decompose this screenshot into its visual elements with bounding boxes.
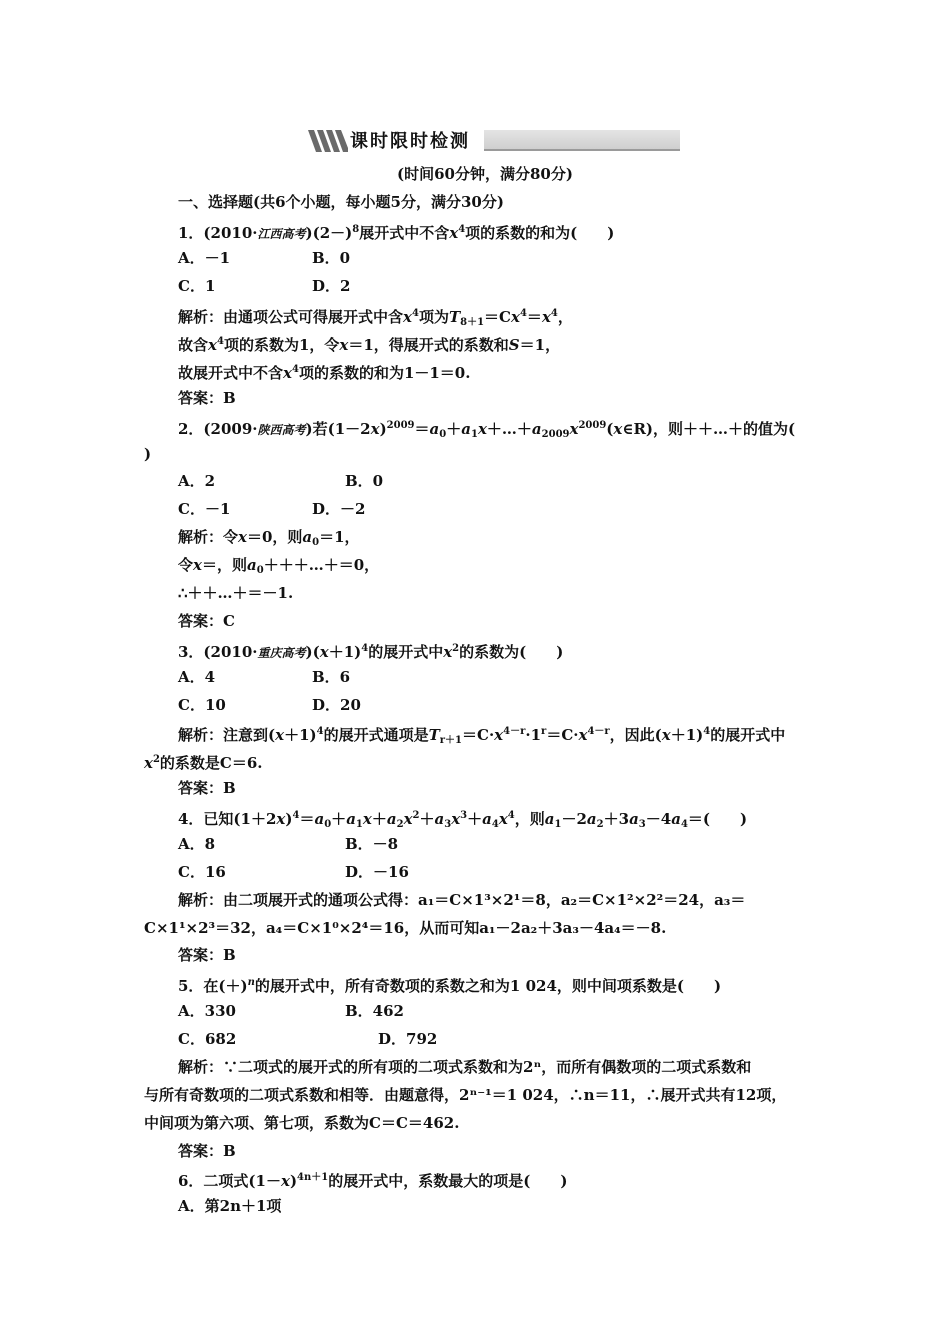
section-banner (308, 126, 680, 152)
q3-option-b: B．6 (312, 668, 351, 686)
q5-option-a: A．330 (178, 1002, 236, 1020)
q4-option-b: B．－8 (345, 835, 399, 853)
stripes-icon (308, 126, 348, 152)
question-6: 6．二项式$(1-x)^{4n+1}$的展开式中，系数最大的项是( ) (178, 1172, 568, 1190)
q2-option-d: D．－2 (312, 500, 366, 518)
q3-option-d: D．20 (312, 696, 361, 714)
time-note: (时间60分钟，满分80分) (397, 165, 573, 183)
q1-option-c: C．1 (178, 277, 216, 295)
q4-option-d: D．－16 (345, 863, 409, 881)
q2-solution-line-1: 解析：令x＝0，则$a_0=1$， (178, 528, 360, 548)
q3-solution-line-1: 解析：注意到$(x+1)^4$的展开式通项是$T_{r+1}=C\cdot x^{4-r}\cdot 1^r=C\cdot x^{4-r}$，因此$(x+1)^4$的展开式中 (178, 726, 786, 746)
section-title: 一、选择题(共6个小题，每小题5分，满分30分) (178, 193, 504, 211)
q4-option-a: A．8 (178, 835, 216, 853)
q2-option-a: A．2 (178, 472, 216, 490)
q3-option-c: C．10 (178, 696, 226, 714)
q5-answer: 答案：B (178, 1142, 236, 1160)
q6-option-a: A．第2n＋1项 (178, 1197, 282, 1215)
q4-option-c: C．16 (178, 863, 226, 881)
q2-answer: 答案：C (178, 612, 235, 630)
question-5: 5．在$(+)^n$的展开式中，所有奇数项的系数之和为1 024，则中间项系数是( ) (178, 977, 722, 995)
q5-solution-line-2: 与所有奇数项的二项式系数和相等．由题意得，2ⁿ⁻¹＝1 024，∴n＝11，∴展开式共有12项， (144, 1086, 787, 1104)
q1-solution-line-3: 故展开式中不含$x^4$项的系数的和为1－1＝0. (178, 364, 471, 382)
q2-solution-line-3: ∴＋＋…＋＝－1. (178, 584, 294, 602)
q5-option-d: D．792 (378, 1030, 438, 1048)
banner-title: 课时限时检测 (350, 131, 470, 152)
q5-option-b: B．462 (345, 1002, 404, 1020)
q1-option-d: D．2 (312, 277, 351, 295)
q4-solution-line-1: 解析：由二项展开式的通项公式得：a₁＝C×1³×2¹＝8，a₂＝C×1²×2²＝24，a₃＝ (178, 891, 746, 909)
question-4: 4．已知$(1+2x)^4=a_0+a_1x+a_2x^2+a_3x^3+a_4x^4$，则$a_1-2a_2+3a_3-4a_4=$( ) (178, 810, 748, 830)
q5-solution-line-3: 中间项为第六项、第七项，系数为C＝C＝462. (144, 1114, 460, 1132)
source-tag: 陕西高考 (257, 423, 306, 437)
q1-option-b: B．0 (312, 249, 351, 267)
question-3: 3．(2010·重庆高考)$(x+1)^4$的展开式中$x^2$的系数为( ) (178, 643, 564, 661)
q4-solution-line-2: C×1¹×2³＝32，a₄＝C×1⁰×2⁴＝16，从而可知a₁－2a₂＋3a₃－4a₄＝－8. (144, 919, 667, 937)
source-tag: 重庆高考 (257, 646, 306, 660)
q5-option-c: C．682 (178, 1030, 237, 1048)
q3-option-a: A．4 (178, 668, 216, 686)
q1-answer: 答案：B (178, 389, 236, 407)
question-2: 2．(2009·陕西高考)若$(1-2x)^{2009}=a_0+a_1x+\dots+a_{2009}x^{2009}(x\in R)$，则＋＋…＋的值为( (178, 420, 796, 440)
q2-wrap: ) (144, 445, 152, 463)
banner-bar (484, 130, 680, 151)
q2-option-b: B．0 (345, 472, 384, 490)
q1-solution-line-2: 故含$x^4$项的系数为1，令x＝1，得展开式的系数和S＝1， (178, 336, 561, 354)
q5-solution-line-1: 解析：∵二项式的展开式的所有项的二项式系数和为2ⁿ，而所有偶数项的二项式系数和 (178, 1058, 752, 1076)
source-tag: 江西高考 (257, 227, 306, 241)
q3-answer: 答案：B (178, 779, 236, 797)
q1-option-a: A．－1 (178, 249, 231, 267)
question-1: 1．(2010·江西高考)$(2-)^8$展开式中不含$x^4$项的系数的和为( ) (178, 224, 615, 242)
q3-solution-line-2: $x^2$的系数是C＝6. (144, 754, 263, 772)
q2-solution-line-2: 令x＝，则$a_0+++\dots+=0$， (178, 556, 380, 576)
q2-option-c: C．－1 (178, 500, 231, 518)
q4-answer: 答案：B (178, 946, 236, 964)
q1-solution-line-1: 解析：由通项公式可得展开式中含$x^4$项为$T_{8+1}=Cx^4=x^4$， (178, 308, 573, 328)
